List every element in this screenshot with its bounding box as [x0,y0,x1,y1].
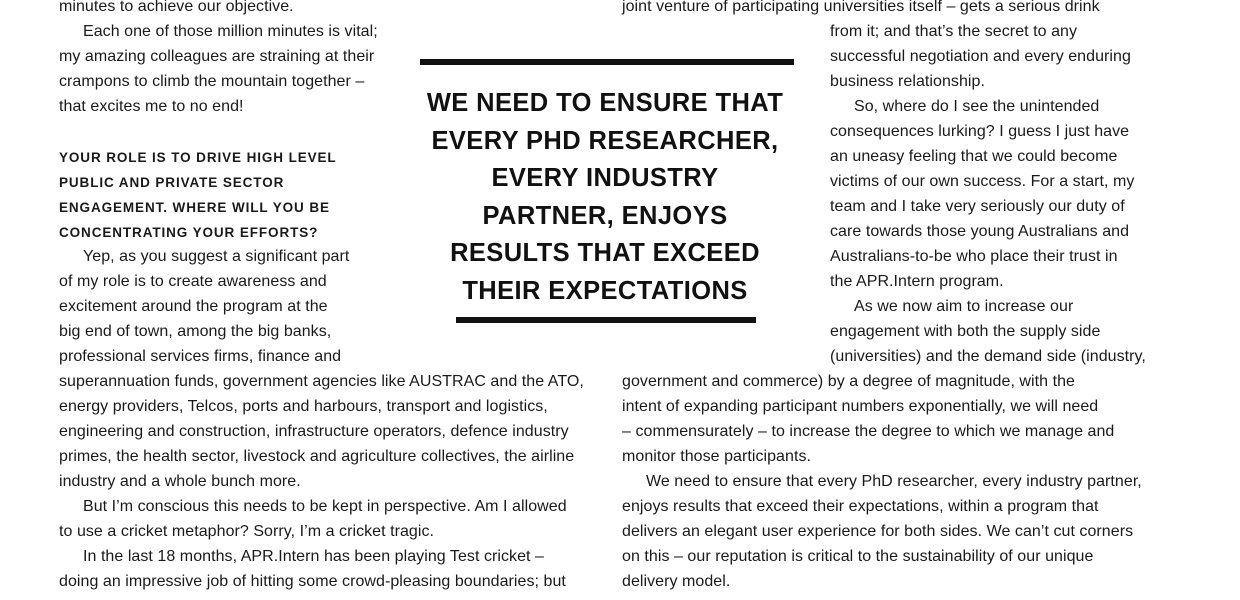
body-text-line: (universities) and the demand side (industry, [830,348,1146,365]
pull-quote-line: THEIR EXPECTATIONS [462,276,748,305]
body-text-line: care towards those young Australians and [830,223,1130,240]
body-text-line: doing an impressive job of hitting some crowd-pleasing boundaries; but [59,573,566,590]
pull-quote-line: EVERY INDUSTRY [491,164,719,192]
body-text-line: an uneasy feeling that we could become [830,148,1118,165]
pull-quote-bottom-rule [456,317,756,323]
body-text-line: superannuation funds, government agencies like AUSTRAC and the ATO, [59,373,584,390]
body-text-line: Australians-to-be who place their trust in [830,248,1118,265]
question-line: PUBLIC AND PRIVATE SECTOR [59,175,285,190]
body-text-line: that excites me to no end! [59,98,244,115]
body-text-line: joint venture of participating universities itself – gets a serious drink [622,0,1100,15]
body-text-line: big end of town, among the big banks, [59,323,332,340]
body-text-line: my amazing colleagues are straining at their [59,48,375,65]
body-text-line: Each one of those million minutes is vital; [83,23,378,40]
pull-quote-top-rule [420,59,794,65]
body-text-line: consequences lurking? I guess I just have [830,123,1130,140]
body-text-line: engineering and construction, infrastructure operators, defence industry [59,423,569,440]
body-text-line: professional services firms, finance and [59,348,342,365]
body-text-line: team and I take very seriously our duty of [830,198,1125,215]
body-text-line: crampons to climb the mountain together – [59,73,365,90]
body-text-line: from it; and that’s the secret to any [830,23,1078,40]
pull-quote-line: RESULTS THAT EXCEED [450,239,760,267]
body-text-line: of my role is to create awareness and [59,273,327,290]
body-text-line: the APR.Intern program. [830,273,1004,290]
body-text-line: Yep, as you suggest a significant part [83,248,350,265]
question-line: YOUR ROLE IS TO DRIVE HIGH LEVEL [59,150,337,165]
body-text-line: industry and a whole bunch more. [59,473,301,490]
body-text-line: to use a cricket metaphor? Sorry, I’m a cricket tragic. [59,523,435,540]
body-text-line: victims of our own success. For a start, my [830,173,1135,190]
body-text-line: enjoys results that exceed their expectations, within a program that [622,498,1099,515]
body-text-line: government and commerce) by a degree of magnitude, with the [622,373,1075,390]
body-text-line: monitor those participants. [622,448,811,465]
body-text-line: energy providers, Telcos, ports and harbours, transport and logistics, [59,398,548,415]
pull-quote-text [418,85,792,310]
body-text-line: intent of expanding participant numbers exponentially, we will need [622,398,1099,415]
pull-quote-line: WE NEED TO ENSURE THAT [426,89,784,117]
body-text-line: on this – our reputation is critical to the sustainability of our unique [622,548,1094,565]
body-text-line: In the last 18 months, APR.Intern has been playing Test cricket – [83,548,544,565]
body-text-line: engagement with both the supply side [830,323,1101,340]
pull-quote-line: EVERY PHD RESEARCHER, [431,126,779,155]
body-text-line: minutes to achieve our objective. [59,0,294,15]
body-text-line: – commensurately – to increase the degree to which we manage and [622,423,1115,440]
body-text-line: But I’m conscious this needs to be kept in perspective. Am I allowed [83,498,567,515]
body-text-line: As we now aim to increase our [854,298,1074,315]
body-text-line: delivery model. [622,573,731,590]
body-text-line: We need to ensure that every PhD researcher, every industry partner, [646,473,1142,490]
body-text-line: primes, the health sector, livestock and agriculture collectives, the airline [59,448,575,465]
pull-quote-line: PARTNER, ENJOYS [482,201,728,230]
body-text-line: So, where do I see the unintended [854,98,1100,115]
body-text-line: successful negotiation and every enduring [830,48,1131,65]
body-text-line: excitement around the program at the [59,298,328,315]
body-text-line: business relationship. [830,73,985,90]
question-line: ENGAGEMENT. WHERE WILL YOU BE [59,200,330,215]
question-line: CONCENTRATING YOUR EFFORTS? [59,225,319,240]
body-text-line: delivers an elegant user experience for both sides. We can’t cut corners [622,523,1134,540]
